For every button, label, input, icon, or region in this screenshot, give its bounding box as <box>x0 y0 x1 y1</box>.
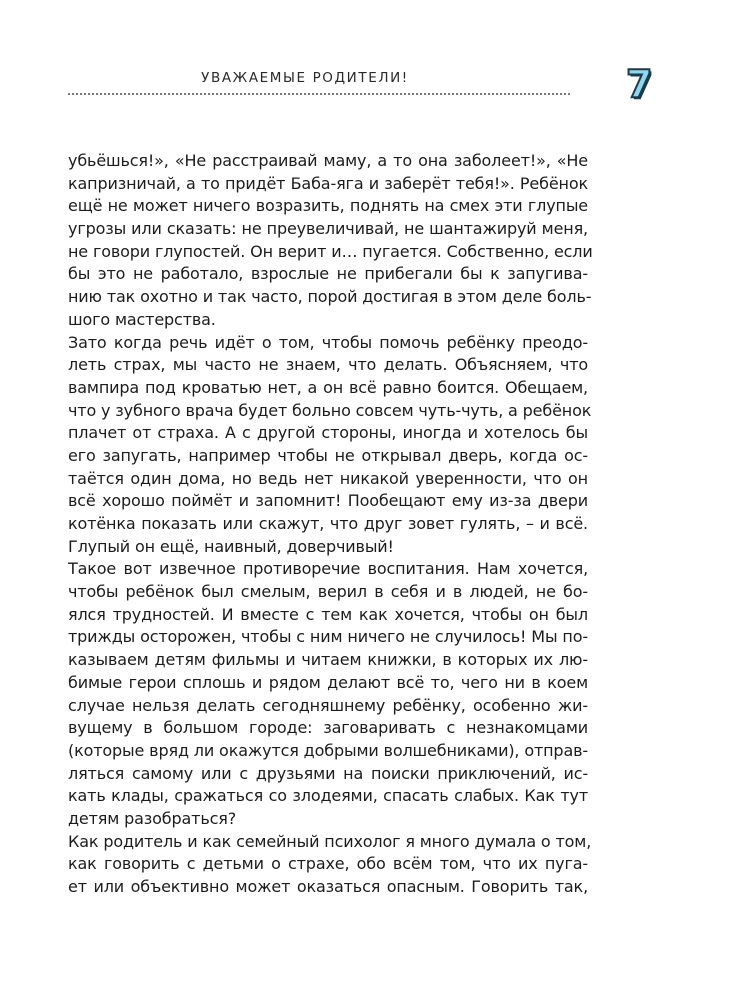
text-line: котёнка показать или скажут, что друг зовет гулять, – и всё. <box>68 514 588 533</box>
text-line: кать клады, сражаться со злодеями, спасать слабых. Как тут <box>68 786 588 806</box>
text-line: бы это не работало, взрослые не прибегали бы к запугива- <box>68 264 588 284</box>
header-dotted-rule <box>68 93 570 95</box>
text-line: казываем детям фильмы и читаем книжки, в которых их лю- <box>68 650 588 670</box>
body-text <box>68 150 593 899</box>
text-line: Такое вот извечное противоречие воспитания. Нам хочется, <box>68 559 588 579</box>
text-line: случае нельзя делать сегодняшнему ребёнку, особенно жи- <box>68 695 588 715</box>
text-line: его запугать, например чтобы не открывал дверь, когда ос- <box>68 445 588 465</box>
text-line: капризничай, а то придёт Баба-яга и заберёт тебя!». Ребёнок <box>68 173 588 193</box>
text-line: бимые герои сплошь и рядом делают всё то, чего ни в коем <box>68 672 588 692</box>
text-line: ещё не может ничего возразить, поднять на смех эти глупые <box>68 196 588 216</box>
text-line: ялся трудностей. И вместе с тем как хочется, чтобы он был <box>68 604 588 624</box>
text-line: Глупый он ещё, наивный, доверчивый! <box>68 536 394 556</box>
text-line: не говори глупостей. Он верит и… пугается. Собственно, если <box>68 241 593 261</box>
running-head: УВАЖАЕМЫЕ РОДИТЕЛИ! <box>201 70 409 86</box>
text-line: Зато когда речь идёт о том, чтобы помочь ребёнку преодо- <box>68 332 588 352</box>
text-line: как говорить с детьми о страхе, обо всём том, что их пуга- <box>68 854 588 874</box>
text-line: таётся один дома, но ведь нет никакой уверенности, что он <box>68 468 588 488</box>
text-line: детям разобраться? <box>68 808 237 828</box>
text-line: всё хорошо поймёт и запомнит! Пообещают ему из-за двери <box>68 491 588 511</box>
text-line: ет или объективно может оказаться опасным. Говорить так, <box>68 877 588 896</box>
text-line: что у зубного врача будет больно совсем чуть-чуть, а ребёнок <box>68 400 592 420</box>
text-line: чтобы ребёнок был смелым, верил в себя и в людей, не бо- <box>68 582 588 602</box>
text-line: трижды осторожен, чтобы с ним ничего не случилось! Мы по- <box>68 627 588 647</box>
text-line: Как родитель и как семейный психолог я много думала о том, <box>68 831 592 851</box>
text-line: плачет от страха. А с другой стороны, иногда и хотелось бы <box>68 423 588 443</box>
text-line: вампира под кроватью нет, а он всё равно боится. Обещаем, <box>68 377 588 397</box>
text-line: шого мастерства. <box>68 309 216 329</box>
text-line: угрозы или сказать: не преувеличивай, не шантажируй меня, <box>68 219 588 239</box>
text-line: (которые вряд ли окажутся добрыми волшебниками), отправ- <box>68 740 588 760</box>
text-line: нию так охотно и так часто, порой достигая в этом деле боль- <box>68 287 592 307</box>
text-line: убьёшься!», «Не расстраивай маму, а то она заболеет!», «Не <box>68 151 588 170</box>
page-number: 7 <box>626 62 653 106</box>
text-line: леть страх, мы часто не знаем, что делать. Объясняем, что <box>68 355 588 375</box>
text-line: ляться самому или с друзьями на поиски приключений, ис- <box>68 763 588 783</box>
text-line: вущему в большом городе: заговаривать с незнакомцами <box>68 718 588 738</box>
